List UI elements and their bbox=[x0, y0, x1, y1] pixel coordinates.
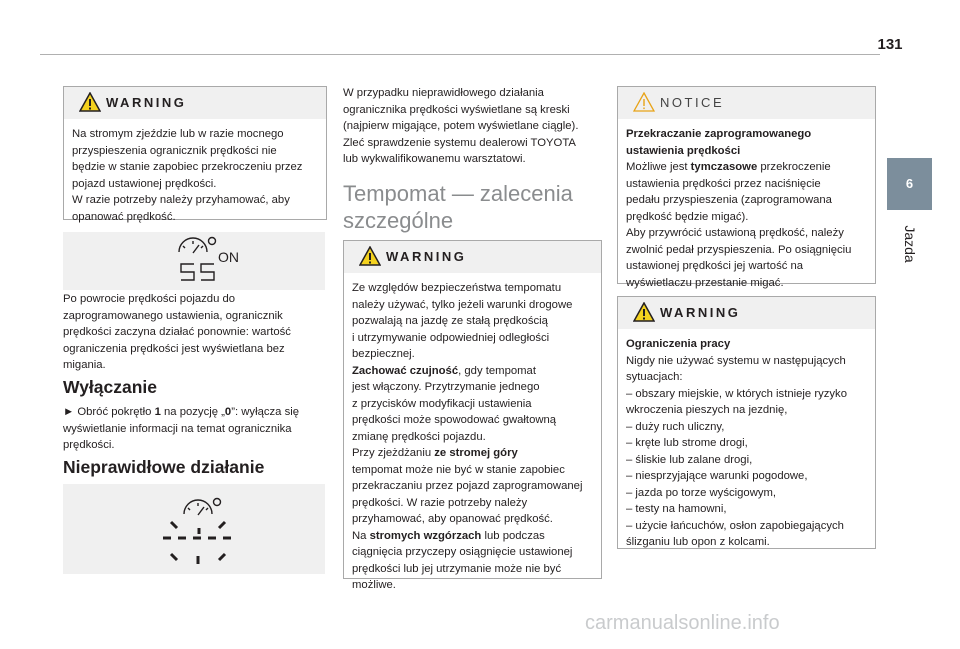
section-title-switch-off: Wyłączanie bbox=[63, 377, 158, 397]
text-line: – użycie łańcuchów, osłon zapobiegających bbox=[626, 519, 844, 532]
dial-number: 1 bbox=[154, 406, 161, 418]
emphasis: tymczasowe bbox=[690, 161, 758, 173]
bullet-arrow: ► bbox=[63, 406, 75, 418]
text-line: i utrzymywanie odpowiedniej odległości bbox=[352, 331, 550, 344]
warning-title: WARNING bbox=[386, 249, 467, 264]
speed-limiter-fault-panel bbox=[63, 484, 325, 574]
text-line: sytuacjach: bbox=[626, 371, 683, 383]
text-line: (najpierw migające, potem wyświetlane ciągle). bbox=[343, 120, 579, 132]
text-line: tempomat może nie być w stanie zapobiec bbox=[352, 463, 565, 476]
warning-header bbox=[64, 87, 326, 119]
text-line: jest włączony. Przytrzymanie jednego bbox=[352, 381, 540, 393]
text-line: Po powrocie prędkości pojazdu do bbox=[63, 293, 236, 305]
on-label: ON bbox=[218, 249, 239, 265]
text-line: ustawionej prędkości jej wartość na bbox=[626, 260, 804, 272]
text-line: – testy na hamowni, bbox=[626, 503, 727, 515]
section-title-malfunction: Nieprawidłowe działanie bbox=[63, 457, 265, 477]
text-run: na pozycję „ bbox=[160, 406, 225, 418]
fault-paragraph bbox=[343, 85, 603, 168]
title-line: szczególne bbox=[343, 208, 454, 233]
text-line: prędkości. bbox=[63, 439, 115, 451]
notice-text bbox=[618, 119, 875, 291]
text-line: Aby przywrócić ustawioną prędkość, należy bbox=[626, 227, 844, 239]
text-run: Na bbox=[352, 529, 370, 542]
text-line: zwolnić pedał przyspieszenia. Po osiągnięciu bbox=[626, 243, 852, 256]
warning-text bbox=[344, 273, 601, 594]
warning-text bbox=[64, 119, 326, 225]
warning-triangle-icon bbox=[633, 302, 655, 322]
text-line: Nigdy nie używać systemu w następujących bbox=[626, 354, 846, 367]
text-line: ogranicznika prędkości wyświetlane są kreski bbox=[343, 103, 570, 116]
header-divider bbox=[40, 54, 880, 55]
text-line: prędkość będzie migać). bbox=[626, 210, 749, 223]
text-line: będzie w stanie zapobiec przekroczeniu przez bbox=[72, 161, 303, 173]
notice-triangle-icon bbox=[633, 92, 655, 112]
text-line: W razie potrzeby należy przyhamować, aby bbox=[72, 194, 290, 206]
warning-header bbox=[618, 297, 875, 329]
warning-heading: Ograniczenia pracy bbox=[626, 338, 731, 350]
text-line: pedału przyspieszenia (zaprogramowana bbox=[626, 194, 832, 206]
text-line: prędkości zaczyna działać ponownie: wartość bbox=[63, 326, 291, 338]
text-run: Obróć pokrętło bbox=[74, 406, 155, 418]
text-line: prędkości może spowodować gwałtowną bbox=[352, 414, 557, 426]
text-line: należy używać, tylko jeżeli warunki drogowe bbox=[352, 298, 573, 311]
notice-box bbox=[617, 86, 876, 289]
watermark: carmanualsonline.info bbox=[585, 612, 780, 634]
text-line: przyspieszenia ogranicznik prędkości nie bbox=[72, 144, 277, 157]
section-title-cruise-control bbox=[343, 180, 593, 234]
notice-title: NOTICE bbox=[660, 95, 725, 110]
text-line: – obszary miejskie, w których istnieje ryzyko bbox=[626, 387, 847, 400]
text-run: przekroczenie bbox=[757, 161, 831, 173]
text-line: wkroczenia pieszych na jezdnię, bbox=[626, 404, 788, 416]
text-line: Ze względów bezpieczeństwa tempomatu bbox=[352, 282, 562, 294]
warning-header bbox=[344, 241, 601, 273]
warning-title: WARNING bbox=[660, 305, 741, 320]
text-line: lub wykwalifikowanemu warsztatowi. bbox=[343, 153, 526, 165]
emphasis: Zachować czujność bbox=[352, 364, 459, 377]
speed-limiter-fault-icon bbox=[63, 484, 325, 574]
text-line: – kręte lub strome drogi, bbox=[626, 437, 748, 449]
chapter-title: Jazda bbox=[902, 225, 918, 263]
switch-off-paragraph bbox=[63, 404, 333, 454]
warning-title: WARNING bbox=[106, 95, 187, 110]
text-line: zaprogramowanego ustawienia, ogranicznik bbox=[63, 309, 283, 322]
text-line: z przycisków modyfikacji ustawienia bbox=[352, 397, 532, 410]
warning-box-cruise-control bbox=[343, 240, 602, 591]
text-line: przekraczaniu przez pojazd zaprogramowanej bbox=[352, 480, 583, 492]
text-line: wyświetlanie informacji na temat ogranicznika bbox=[63, 422, 292, 435]
text-line: migania. bbox=[63, 359, 106, 371]
text-run: , gdy tempomat bbox=[458, 364, 536, 377]
notice-header bbox=[618, 87, 875, 119]
text-line: przyhamować, aby opanować prędkość. bbox=[352, 513, 553, 525]
text-run: lub podczas bbox=[481, 529, 545, 542]
text-line: zmianę prędkości pojazdu. bbox=[352, 430, 486, 443]
position-value: 0 bbox=[224, 406, 232, 418]
warning-triangle-icon bbox=[79, 92, 101, 112]
text-run: Przy zjeżdżaniu bbox=[352, 447, 435, 459]
speed-limiter-on-panel bbox=[63, 232, 325, 290]
text-line: ciągnięcia przyczepy osiągnięcie ustawionej bbox=[352, 546, 573, 558]
text-line: pojazd ustawionej prędkości. bbox=[72, 177, 217, 190]
warning-box-limitations bbox=[617, 296, 876, 549]
text-line: – jazda po torze wyścigowym, bbox=[626, 486, 777, 499]
resume-paragraph bbox=[63, 291, 328, 374]
text-line: ślizganiu lub opon z kolcami. bbox=[626, 536, 770, 548]
text-line: Na stromym zjeździe lub w razie mocnego bbox=[72, 128, 284, 140]
notice-heading: Przekraczanie zaprogramowanego bbox=[626, 128, 812, 140]
text-line: W przypadku nieprawidłowego działania bbox=[343, 87, 544, 99]
text-line: ograniczenia prędkości jest wyświetlana bez bbox=[63, 342, 285, 355]
text-line: bezpiecznej. bbox=[352, 348, 415, 360]
text-line: Zleć sprawdzenie systemu dealerowi TOYOTA bbox=[343, 136, 576, 149]
text-line: – niesprzyjające warunki pogodowe, bbox=[626, 470, 808, 482]
text-line: wyświetlaczu przestanie migać. bbox=[626, 276, 784, 289]
emphasis: ze stromej góry bbox=[434, 447, 518, 459]
text-line: ustawienia prędkości przez naciśnięcie bbox=[626, 177, 821, 190]
emphasis: stromych wzgórzach bbox=[369, 529, 482, 542]
warning-text bbox=[618, 329, 875, 551]
page-number: 131 bbox=[877, 36, 903, 53]
text-line: – śliskie lub zalane drogi, bbox=[626, 453, 753, 466]
title-line: Tempomat — zalecenia bbox=[343, 181, 573, 206]
speed-limiter-on-icon bbox=[63, 232, 325, 290]
warning-box-speed-limiter bbox=[63, 86, 327, 223]
text-line: prędkości. W razie potrzeby należy bbox=[352, 496, 528, 509]
notice-heading: ustawienia prędkości bbox=[626, 144, 741, 157]
text-line: pozwalają na jazdę ze stałą prędkością bbox=[352, 315, 548, 327]
text-run: Możliwe jest bbox=[626, 161, 691, 173]
warning-triangle-icon bbox=[359, 246, 381, 266]
chapter-label bbox=[890, 214, 930, 274]
text-run: ”: wyłącza się bbox=[231, 406, 300, 418]
text-line: opanować prędkość. bbox=[72, 210, 176, 223]
chapter-tab[interactable]: 6 bbox=[887, 158, 932, 210]
text-line: możliwe. bbox=[352, 579, 396, 591]
text-line: – duży ruch uliczny, bbox=[626, 420, 725, 433]
text-line: prędkości lub jej utrzymanie może nie być bbox=[352, 562, 562, 575]
